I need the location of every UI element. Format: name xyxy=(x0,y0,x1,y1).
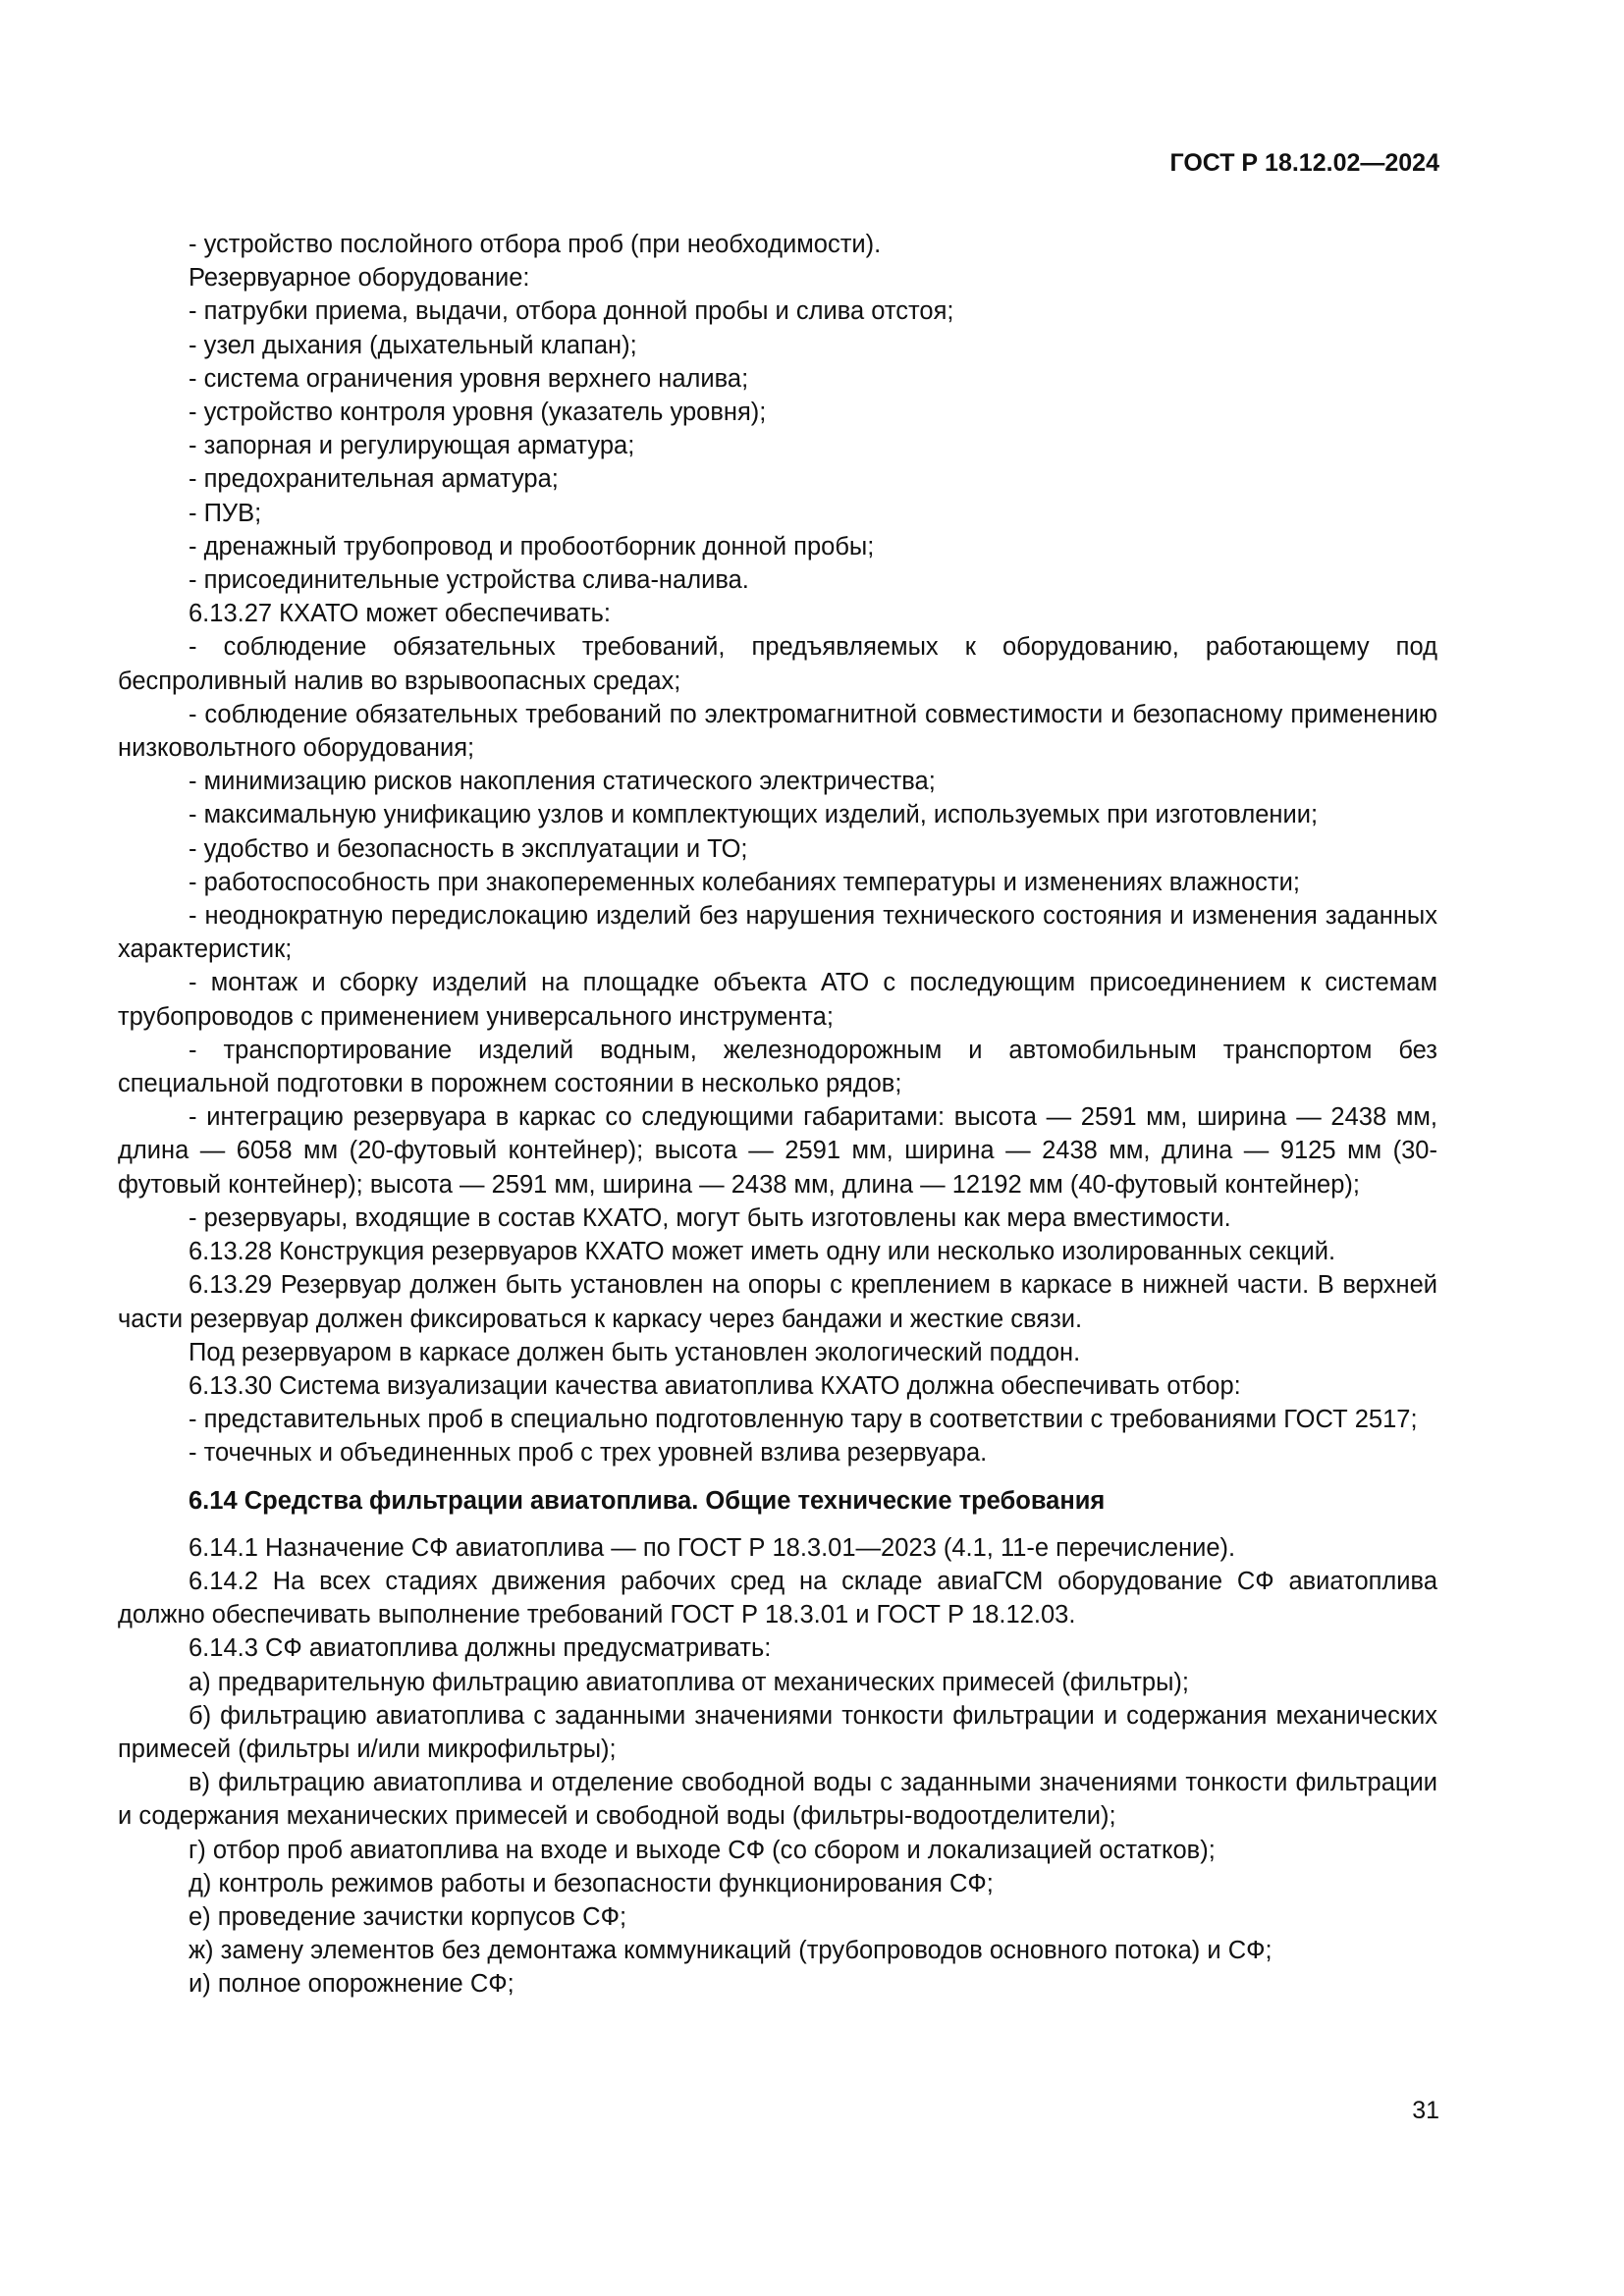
paragraph: е) проведение зачистки корпусов СФ; xyxy=(189,1902,627,1931)
paragraph: и) полное опорожнение СФ; xyxy=(189,1970,514,1999)
paragraph: - узел дыхания (дыхательный клапан); xyxy=(189,331,637,359)
paragraph: г) отбор проб авиатоплива на входе и выходе СФ (со сбором и локализацией остатков); xyxy=(189,1836,1216,1864)
paragraph: - запорная и регулирующая арматура; xyxy=(189,432,635,460)
paragraph-block-6-13 xyxy=(118,228,1437,1470)
paragraph: 6.14.3 СФ авиатоплива должны предусматривать: xyxy=(189,1634,772,1663)
paragraph: - ПУВ; xyxy=(189,499,262,527)
document-body xyxy=(118,228,1437,2002)
paragraph: - резервуары, входящие в состав КХАТО, могут быть изготовлены как мера вместимости. xyxy=(189,1203,1231,1232)
paragraph: - удобство и безопасность в эксплуатации и ТО; xyxy=(189,834,748,863)
page-number: 31 xyxy=(1412,2097,1439,2124)
paragraph: - представительных проб в специально подготовленную тару в соответствии с требованиями ГОСТ 2517; xyxy=(189,1406,1418,1434)
paragraph: - дренажный трубопровод и пробоотборник донной пробы; xyxy=(189,532,875,561)
paragraph: - патрубки приема, выдачи, отбора донной пробы и слива отстоя; xyxy=(189,297,954,326)
paragraph: 6.13.29 Резервуар должен быть установлен на опоры с креплением в каркасе в нижней части. В верхней части резервуар должен фиксироваться к каркасу через бандажи и жесткие связи. xyxy=(118,1271,1437,1333)
paragraph: - транспортирование изделий водным, железнодорожным и автомобильным транспортом без специальной подготовки в порожнем состоянии в несколько рядов; xyxy=(118,1036,1437,1098)
paragraph: - соблюдение обязательных требований, предъявляемых к оборудованию, работающему под беспроливный налив во взрывоопасных средах; xyxy=(118,633,1437,695)
paragraph: 6.13.27 КХАТО может обеспечивать: xyxy=(189,600,612,628)
paragraph: - работоспособность при знакопеременных колебаниях температуры и изменениях влажности; xyxy=(189,868,1300,896)
document-code-header: ГОСТ Р 18.12.02—2024 xyxy=(1169,149,1439,177)
paragraph: - интеграцию резервуара в каркас со следующими габаритами: высота — 2591 мм, ширина — 2438 мм, длина — 6058 мм (20-футовый контейнер); высота — 2591 мм, ширина — 2438 мм, длина — 9125 мм (30-футовый контейнер); высота — 2591 мм, ширина — 2438 мм, длина — 12192 мм (40-футовый контейнер); xyxy=(118,1103,1437,1199)
paragraph: в) фильтрацию авиатоплива и отделение свободной воды с заданными значениями тонкости фильтрации и содержания механических примесей и свободной воды (фильтры-водоотделители); xyxy=(118,1769,1437,1831)
paragraph: д) контроль режимов работы и безопасности функционирования СФ; xyxy=(189,1869,994,1897)
paragraph: - неоднократную передислокацию изделий без нарушения технического состояния и изменения заданных характеристик; xyxy=(118,902,1437,964)
paragraph: - устройство контроля уровня (указатель уровня); xyxy=(189,399,767,427)
paragraph: Резервуарное оборудование: xyxy=(189,264,530,293)
paragraph: - монтаж и сборку изделий на площадке объекта АТО с последующим присоединением к системам трубопроводов с применением универсального инструмента; xyxy=(118,969,1437,1031)
paragraph: - максимальную унификацию узлов и комплектующих изделий, используемых при изготовлении; xyxy=(189,801,1319,829)
paragraph: Под резервуаром в каркасе должен быть установлен экологический поддон. xyxy=(189,1338,1081,1366)
paragraph: 6.13.28 Конструкция резервуаров КХАТО может иметь одну или несколько изолированных секций. xyxy=(189,1238,1336,1266)
paragraph: ж) замену элементов без демонтажа коммуникаций (трубопроводов основного потока) и СФ; xyxy=(189,1937,1272,1965)
paragraph: - минимизацию рисков накопления статического электричества; xyxy=(189,768,936,796)
paragraph: - предохранительная арматура; xyxy=(189,465,559,494)
paragraph: б) фильтрацию авиатоплива с заданными значениями тонкости фильтрации и содержания механических примесей (фильтры и/или микрофильтры); xyxy=(118,1701,1437,1763)
paragraph: - система ограничения уровня верхнего налива; xyxy=(189,364,749,393)
paragraph: - точечных и объединенных проб с трех уровней взлива резервуара. xyxy=(189,1439,988,1468)
paragraph: 6.14.1 Назначение СФ авиатоплива — по ГОСТ Р 18.3.01—2023 (4.1, 11-е перечисление). xyxy=(189,1533,1236,1562)
paragraph-block-6-14 xyxy=(118,1531,1437,2002)
paragraph: - соблюдение обязательных требований по электромагнитной совместимости и безопасному применению низковольтного оборудования; xyxy=(118,700,1437,763)
paragraph: а) предварительную фильтрацию авиатоплива от механических примесей (фильтры); xyxy=(189,1668,1190,1696)
paragraph: 6.14.2 На всех стадиях движения рабочих сред на складе авиаГСМ оборудование СФ авиатоплива должно обеспечивать выполнение требований ГОСТ Р 18.3.01 и ГОСТ Р 18.12.03. xyxy=(118,1567,1437,1629)
paragraph: 6.13.30 Система визуализации качества авиатоплива КХАТО должна обеспечивать отбор: xyxy=(189,1371,1241,1400)
paragraph: - устройство послойного отбора проб (при необходимости). xyxy=(189,231,882,258)
paragraph: - присоединительные устройства слива-налива. xyxy=(189,566,749,595)
section-heading-6-14: 6.14 Средства фильтрации авиатоплива. Общие технические требования xyxy=(189,1486,1106,1515)
